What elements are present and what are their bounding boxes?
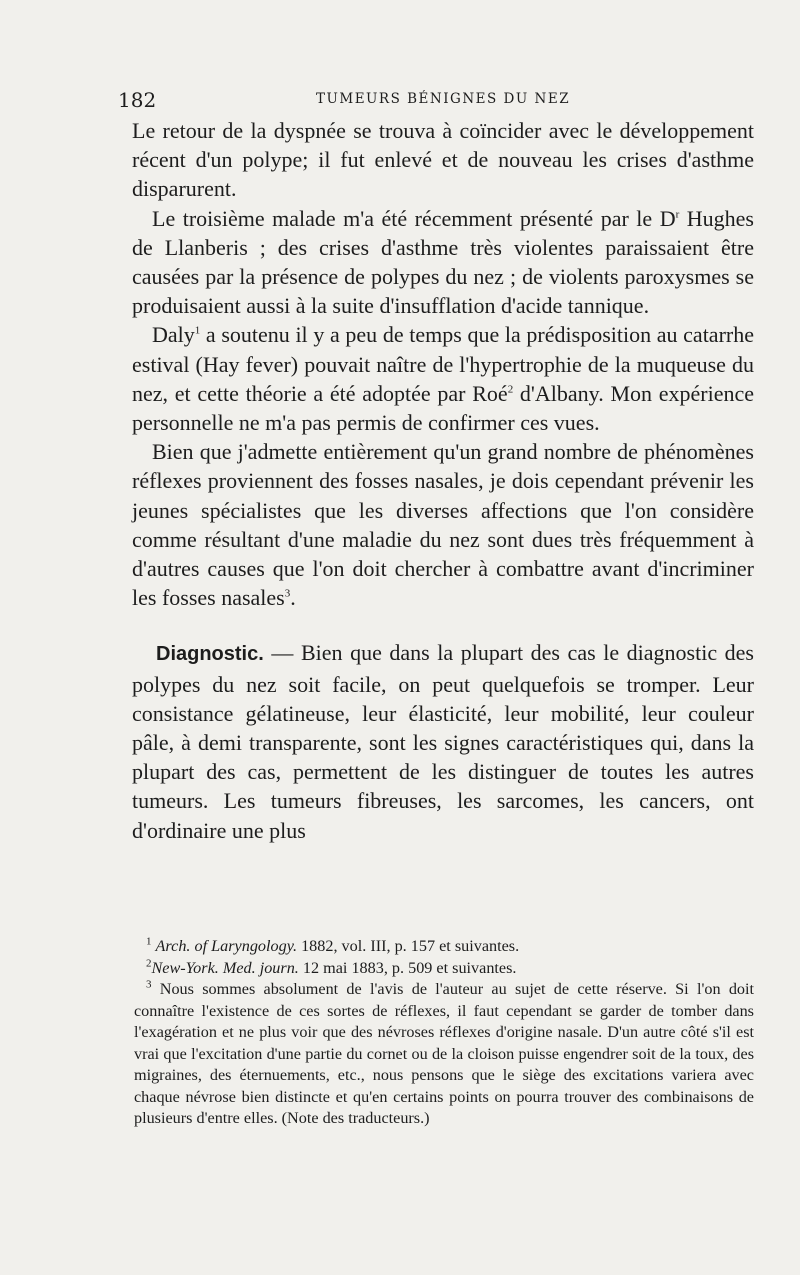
footnote-2-mark: 2	[146, 957, 152, 970]
paragraph-1-text: Le retour de la dyspnée se trouva à coïncider avec le développement récent d'un polype; il fut enlevé et de nouveau les crises d'asthme disparurent.	[132, 118, 754, 202]
footnote-ref-3: 3	[284, 587, 291, 600]
paragraph-3-text-a: Daly	[152, 322, 195, 348]
footnote-1-mark: 1	[146, 935, 152, 948]
doctor-abbrev-superscript: r	[675, 208, 680, 221]
page-number: 182	[118, 88, 157, 112]
diagnostic-text: — Bien que dans la plupart des cas le diagnostic des polypes du nez soit facile, on peut quelquefois se tromper. Leur consistance gélatineuse, leur élasticité, leur mobilité, leur couleur pâle, à demi transparente, sont les signes caractéristiques qui, dans la plupart des cas, permettent de les distinguer de toutes les autres tumeurs. Les tumeurs fibreuses, les sarcomes, les cancers, ont d'ordinaire une plus	[132, 640, 754, 843]
footnote-ref-2: 2	[507, 383, 514, 396]
footnote-2-rest: 12 mai 1883, p. 509 et suivantes.	[298, 958, 517, 977]
footnote-1	[134, 936, 754, 958]
paragraph-4	[132, 437, 754, 612]
footnote-3	[134, 979, 754, 1130]
paragraph-3-text-b: a soutenu il y a peu de temps que la prédisposition au catarrhe estival (Hay fever) pouvait naître de l'hypertrophie de la muqueuse du nez, et cette théorie a été adoptée par Roé	[132, 322, 754, 406]
running-header	[118, 88, 738, 116]
footnote-1-rest: 1882, vol. III, p. 157 et suivantes.	[297, 937, 520, 955]
footnote-ref-1: 1	[194, 325, 201, 338]
paragraph-4-end: .	[290, 585, 296, 611]
main-text	[132, 116, 754, 845]
footnote-2	[134, 958, 754, 980]
paragraph-4-text: Bien que j'admette entièrement qu'un grand nombre de phénomènes réflexes proviennent des fosses nasales, je dois cependant prévenir les jeunes spécialistes que les diverses affections que l'on considère comme résultant d'une maladie du nez sont dues très fréquemment à d'autres causes que l'on doit chercher à combattre avant d'incriminer les fosses nasales	[132, 439, 754, 611]
diagnostic-heading: Diagnostic.	[156, 643, 264, 666]
paragraph-2-text-a: Le troisième malade m'a été récemment présenté par le D	[152, 205, 676, 231]
footnote-2-journal: New-York. Med. journ.	[151, 958, 299, 977]
footnote-3-text: Nous sommes absolument de l'avis de l'auteur au sujet de cette réserve. Si l'on doit connaître l'existence de ces sortes de réflexes, il faut cependant se garder de tomber dans l'exagération et ne plus voir que des névroses réflexes d'origine nasale. D'un autre côté s'il est vrai que l'excitation d'une partie du cornet ou de la cloison puisse engendrer soit de la toux, des migraines, des éternuements, etc., nous pensons que le siège des excitations variera avec chaque névrose bien distincte et qu'en certains points on pourra trouver des combinaisons de plusieurs d'entre elles. (Note des traducteurs.)	[134, 980, 754, 1127]
paragraph-2	[132, 204, 754, 321]
footnote-1-journal: Arch. of Laryngology.	[155, 937, 298, 955]
running-title: TUMEURS BÉNIGNES DU NEZ	[316, 91, 571, 107]
paragraph-1	[132, 116, 754, 204]
footnotes	[134, 936, 754, 1130]
footnote-3-mark: 3	[146, 978, 152, 991]
diagnostic-paragraph	[132, 638, 754, 844]
paragraph-2-text-b: Hughes de Llanberis ; des crises d'asthme très violentes paraissaient être causées par la présence de polypes du nez ; de violents paroxysmes se produisaient aussi à la suite d'insufflation d'acide tannique.	[132, 205, 754, 319]
paragraph-3	[132, 320, 754, 437]
paragraph-3-text-c: d'Albany. Mon expérience personnelle ne m'a pas permis de confirmer ces vues.	[132, 380, 754, 436]
